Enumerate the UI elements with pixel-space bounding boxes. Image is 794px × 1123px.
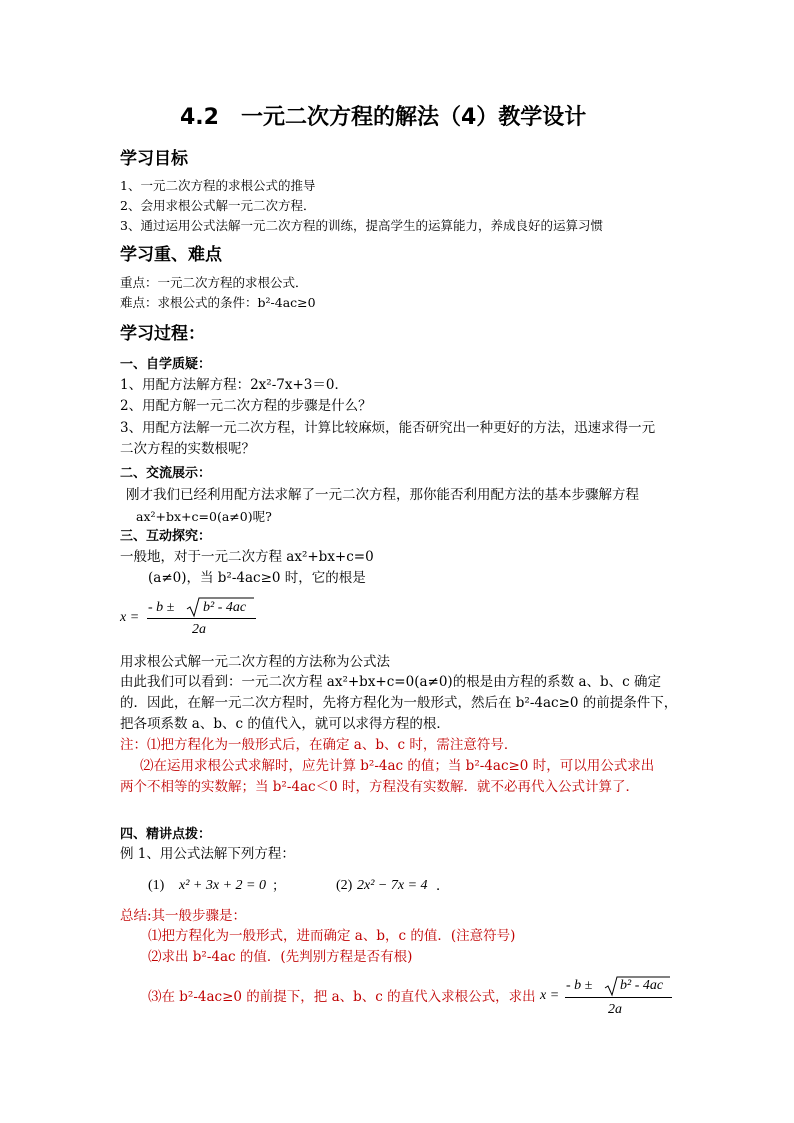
equation-2-end: ． <box>436 878 450 894</box>
part3-line-6: 把各项系数 a、b、c 的值代入，就可以求得方程的根． <box>120 716 450 732</box>
part3-line-2: (a≠0)，当 b²-4ac≥0 时，它的根是 <box>148 570 366 586</box>
process-heading: 学习过程： <box>120 324 205 344</box>
part2-heading: 二、交流展示： <box>120 466 212 481</box>
part2-line-2: ax²+bx+c=0(a≠0)呢? <box>136 509 272 524</box>
step-3-denominator: 2a <box>608 1002 622 1017</box>
summary-step-2: ⑵求出 b²-4ac 的值．(先判别方程是否有根) <box>148 949 413 965</box>
objectives-heading: 学习目标 <box>120 149 188 169</box>
part3-note-2-line2: 两个不相等的实数解；当 b²-4ac＜0 时，方程没有实数解．就不必再代入公式计算了． <box>120 779 639 795</box>
equation-1-separator: ； <box>272 878 286 894</box>
step-3-fraction-bar <box>565 997 672 998</box>
keypoints-heading: 学习重、难点 <box>120 245 222 265</box>
objective-item-3: 3、通过运用公式法解一元二次方程的训练，提高学生的运算能力，养成良好的运算习惯 <box>120 218 603 233</box>
step-3-formula <box>540 975 674 1021</box>
document-title: 4.2 一元二次方程的解法（4）教学设计 <box>180 105 587 130</box>
part3-line-3: 用求根公式解一元二次方程的方法称为公式法 <box>120 654 390 670</box>
objective-item-1: 1、一元二次方程的求根公式的推导 <box>120 178 316 193</box>
fraction-bar <box>147 618 256 619</box>
part1-question-1: 1、用配方法解方程：2x²-7x+3＝0． <box>120 377 348 393</box>
example-1-label: 例 1、用公式法解下列方程： <box>120 846 295 862</box>
keypoint-focus: 重点：一元二次方程的求根公式． <box>120 275 308 290</box>
equation-2: 2x² − 7x = 4 <box>357 878 428 893</box>
part1-heading: 一、自学质疑： <box>120 357 212 372</box>
part4-heading: 四、精讲点拨： <box>120 827 212 842</box>
step-3-numerator-prefix: - b ± <box>566 978 593 993</box>
objective-item-2: 2、会用求根公式解一元二次方程． <box>120 198 316 213</box>
equation-1: x² + 3x + 2 = 0 <box>179 878 266 893</box>
keypoint-difficulty: 难点：求根公式的条件：b²-4ac≥0 <box>120 295 316 310</box>
summary-heading: 总结:其一般步骤是： <box>120 908 247 924</box>
part3-line-4: 由此我们可以看到：一元二次方程 ax²+bx+c=0(a≠0)的根是由方程的系数 a、b、c 确定 <box>120 674 662 690</box>
formula-numerator-prefix: - b ± <box>148 600 175 615</box>
part3-line-1: 一般地，对于一元二次方程 ax²+bx+c=0 <box>120 549 374 565</box>
quadratic-formula <box>120 596 260 642</box>
step-3-formula-lhs: x = <box>540 988 560 1003</box>
part1-question-3-line1: 3、用配方法解一元二次方程，计算比较麻烦，能否研究出一种更好的方法，迅速求得一元 <box>120 420 656 436</box>
part3-line-5: 的．因此，在解一元二次方程时，先将方程化为一般形式，然后在 b²-4ac≥0 的前提条件下， <box>120 695 678 711</box>
equation-2-label: (2) <box>336 878 353 893</box>
part3-note-1: 注：⑴把方程化为一般形式后，在确定 a、b、c 时，需注意符号． <box>120 737 518 753</box>
formula-lhs: x = <box>120 610 140 625</box>
part1-question-2: 2、用配方解一元二次方程的步骤是什么？ <box>120 398 372 414</box>
summary-step-1: ⑴把方程化为一般形式，进而确定 a、b，c 的值．(注意符号) <box>148 928 516 944</box>
part2-line-1: 刚才我们已经利用配方法求解了一元二次方程，那你能否利用配方法的基本步骤解方程 <box>126 487 639 503</box>
part3-note-2-line1: ⑵在运用求根公式求解时，应先计算 b²-4ac 的值；当 b²-4ac≥0 时，可以用公式求出 <box>140 758 655 774</box>
formula-radicand: b² - 4ac <box>203 600 247 615</box>
formula-denominator: 2a <box>192 622 206 637</box>
part3-heading: 三、互动探究： <box>120 529 212 544</box>
step-3-radicand: b² - 4ac <box>620 978 664 993</box>
equation-1-label: (1) <box>148 878 165 893</box>
summary-step-3: ⑶在 b²-4ac≥0 的前提下，把 a、b、c 的直代入求根公式，求出 <box>148 989 536 1005</box>
part1-question-3-line2: 二次方程的实数根呢？ <box>120 441 255 457</box>
